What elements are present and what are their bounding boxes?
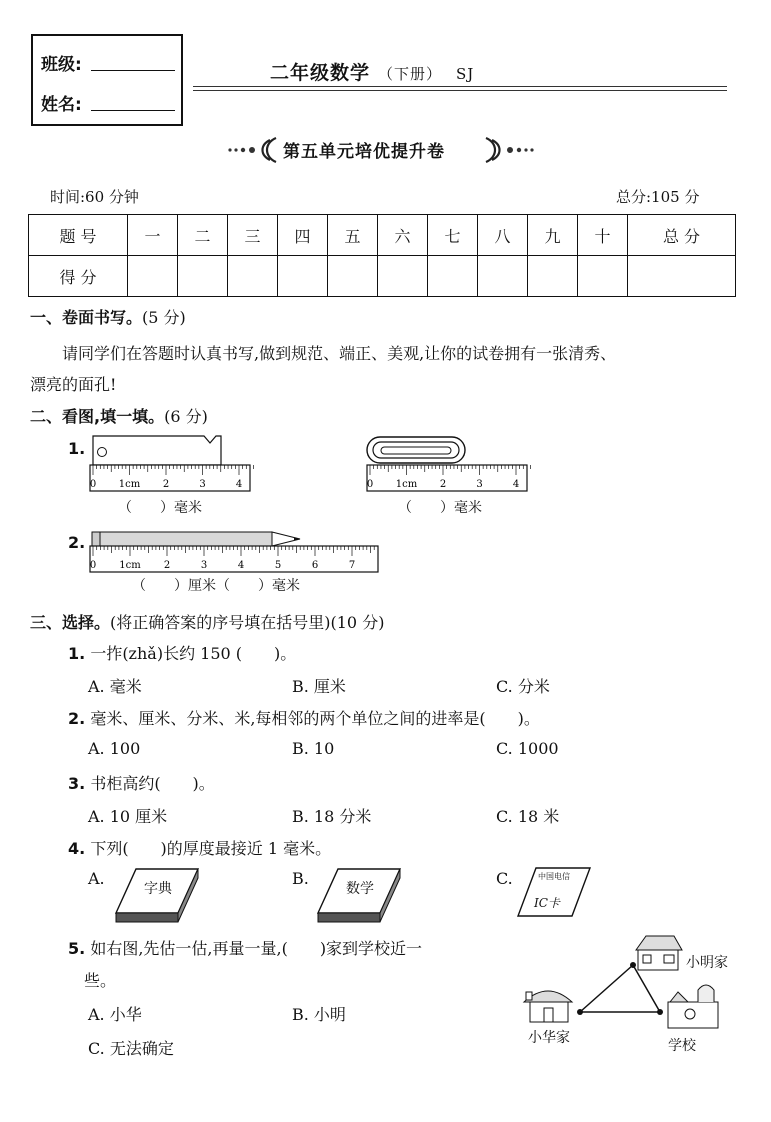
score-cell[interactable]	[428, 256, 478, 297]
xiaohua-house-icon	[524, 991, 572, 1022]
col-1: 一	[128, 215, 178, 256]
title-text: 二年级数学	[270, 62, 371, 84]
q1-option-b[interactable]: B. 厘米	[292, 677, 346, 696]
q5-option-c[interactable]: C. 无法确定	[88, 1039, 174, 1058]
section2-points: (6 分)	[164, 407, 208, 426]
choice-question-4: 4. 下列( )的厚度最接近 1 毫米。	[68, 839, 332, 858]
q4-option-a[interactable]: A.	[88, 869, 105, 888]
ruler-tick-label: 6	[311, 560, 319, 571]
question-number-header: 题 号	[29, 215, 128, 256]
section1-text-line1: 请同学们在答题时认真书写,做到规范、端正、美观,让你的试卷拥有一张清秀、	[62, 344, 617, 363]
school-label: 学校	[668, 1038, 696, 1054]
section2-q1-number: 1.	[68, 439, 86, 458]
ruler-tick-label: 2	[162, 479, 170, 490]
section2-title: 二、看图,填一填。	[30, 407, 165, 426]
edition-text: SJ	[456, 65, 475, 83]
header-rule-top	[193, 86, 727, 87]
dictionary-book-image	[114, 866, 200, 926]
ruler-tick-label: 5	[274, 560, 282, 571]
q1-option-c[interactable]: C. 分米	[496, 677, 550, 696]
section3-points: (将正确答案的序号填在括号里)(10 分)	[110, 613, 385, 632]
class-input-line[interactable]	[91, 70, 175, 71]
section2-q2-number: 2.	[68, 533, 86, 552]
ruler-with-notched-piece-figure	[86, 434, 256, 496]
name-label: 姓名:	[41, 95, 82, 115]
q5-option-a[interactable]: A. 小华	[88, 1005, 142, 1024]
q2-option-b[interactable]: B. 10	[292, 739, 335, 758]
ruler-tick-label: 2	[163, 560, 171, 571]
total-header: 总 分	[628, 215, 736, 256]
score-cell[interactable]	[578, 256, 628, 297]
card-provider-text: 中国电信	[538, 872, 570, 881]
score-cell[interactable]	[278, 256, 328, 297]
section1-points: (5 分)	[142, 308, 186, 327]
volume-text: （下册）	[378, 65, 443, 83]
col-2: 二	[178, 215, 228, 256]
q4-option-b[interactable]: B.	[292, 869, 309, 888]
page-title	[270, 58, 474, 85]
ruler-tick-label: 2	[439, 479, 447, 490]
ruler1-answer[interactable]: （ ）毫米	[118, 500, 202, 516]
card-label: IC卡	[534, 896, 560, 910]
score-cell[interactable]	[178, 256, 228, 297]
time-limit: 时间:60 分钟	[50, 188, 139, 206]
unit-title: 第五单元培优提升卷	[283, 142, 445, 162]
score-cell[interactable]	[528, 256, 578, 297]
ruler-tick-label: 4	[235, 479, 243, 490]
score-row-label: 得 分	[29, 256, 128, 297]
student-info-box	[31, 34, 183, 126]
xiaoming-home-label: 小明家	[686, 955, 728, 971]
q3-option-a[interactable]: A. 10 厘米	[88, 807, 168, 826]
section2-heading	[30, 404, 208, 427]
section3-title: 三、选择。	[30, 613, 111, 632]
name-input-line[interactable]	[91, 110, 175, 111]
score-cell[interactable]	[378, 256, 428, 297]
ruler-with-paperclip-figure	[363, 434, 533, 496]
col-4: 四	[278, 215, 328, 256]
ruler3-answer[interactable]: （ ）厘米（ ）毫米	[132, 578, 300, 594]
ruler-tick-label: 1cm	[118, 479, 141, 490]
col-8: 八	[478, 215, 528, 256]
math-book-image	[316, 866, 402, 926]
ruler-tick-label: 0	[89, 479, 97, 490]
ruler-tick-label: 0	[89, 560, 97, 571]
xiaoming-house-icon	[636, 936, 682, 970]
q4-option-c[interactable]: C.	[496, 869, 513, 888]
score-cell-total[interactable]	[628, 256, 736, 297]
col-3: 三	[228, 215, 278, 256]
col-5: 五	[328, 215, 378, 256]
score-table	[28, 214, 736, 297]
q2-option-c[interactable]: C. 1000	[496, 739, 559, 758]
q3-option-b[interactable]: B. 18 分米	[292, 807, 372, 826]
choice-question-2: 2. 毫米、厘米、分米、米,每相邻的两个单位之间的进率是( )。	[68, 709, 540, 728]
section1-title: 一、卷面书写。	[30, 308, 143, 327]
ruler-tick-label: 3	[200, 560, 208, 571]
score-cell[interactable]	[128, 256, 178, 297]
q1-option-a[interactable]: A. 毫米	[88, 677, 142, 696]
score-cell[interactable]	[228, 256, 278, 297]
xiaohua-home-label: 小华家	[528, 1030, 570, 1046]
ruler-tick-label: 0	[366, 479, 374, 490]
total-score: 总分:105 分	[616, 188, 700, 206]
class-label: 班级:	[41, 55, 82, 75]
col-6: 六	[378, 215, 428, 256]
ruler2-answer[interactable]: （ ）毫米	[398, 500, 482, 516]
ic-card-image	[516, 866, 592, 918]
choice-question-3: 3. 书柜高约( )。	[68, 774, 215, 793]
q3-option-c[interactable]: C. 18 米	[496, 807, 560, 826]
math-book-label: 数学	[346, 881, 374, 897]
ruler-tick-label: 3	[199, 479, 206, 490]
col-9: 九	[528, 215, 578, 256]
q2-option-a[interactable]: A. 100	[88, 739, 141, 758]
ruler-tick-label: 3	[476, 479, 483, 490]
choice-question-1: 1. 一拃(zhǎ)长约 150 ( )。	[68, 644, 297, 663]
ruler-tick-label: 4	[237, 560, 245, 571]
ruler-tick-label: 1cm	[395, 479, 418, 490]
ruler-tick-label: 4	[512, 479, 520, 490]
choice-question-5-cont: 些。	[84, 971, 117, 990]
col-10: 十	[578, 215, 628, 256]
ruler-tick-label: 1cm	[119, 560, 141, 571]
section1-text-line2: 漂亮的面孔!	[30, 375, 117, 394]
score-cell[interactable]	[328, 256, 378, 297]
section1-heading	[30, 305, 186, 328]
q5-option-b[interactable]: B. 小明	[292, 1005, 346, 1024]
header-rule-bottom	[193, 90, 727, 91]
dictionary-label: 字典	[144, 881, 172, 897]
col-7: 七	[428, 215, 478, 256]
unit-banner	[226, 135, 536, 165]
school-building-icon	[668, 985, 718, 1028]
ruler-tick-label: 7	[348, 560, 356, 571]
choice-question-5: 5. 如右图,先估一估,再量一量,( )家到学校近一	[68, 939, 423, 958]
score-cell[interactable]	[478, 256, 528, 297]
section3-heading	[30, 610, 384, 633]
